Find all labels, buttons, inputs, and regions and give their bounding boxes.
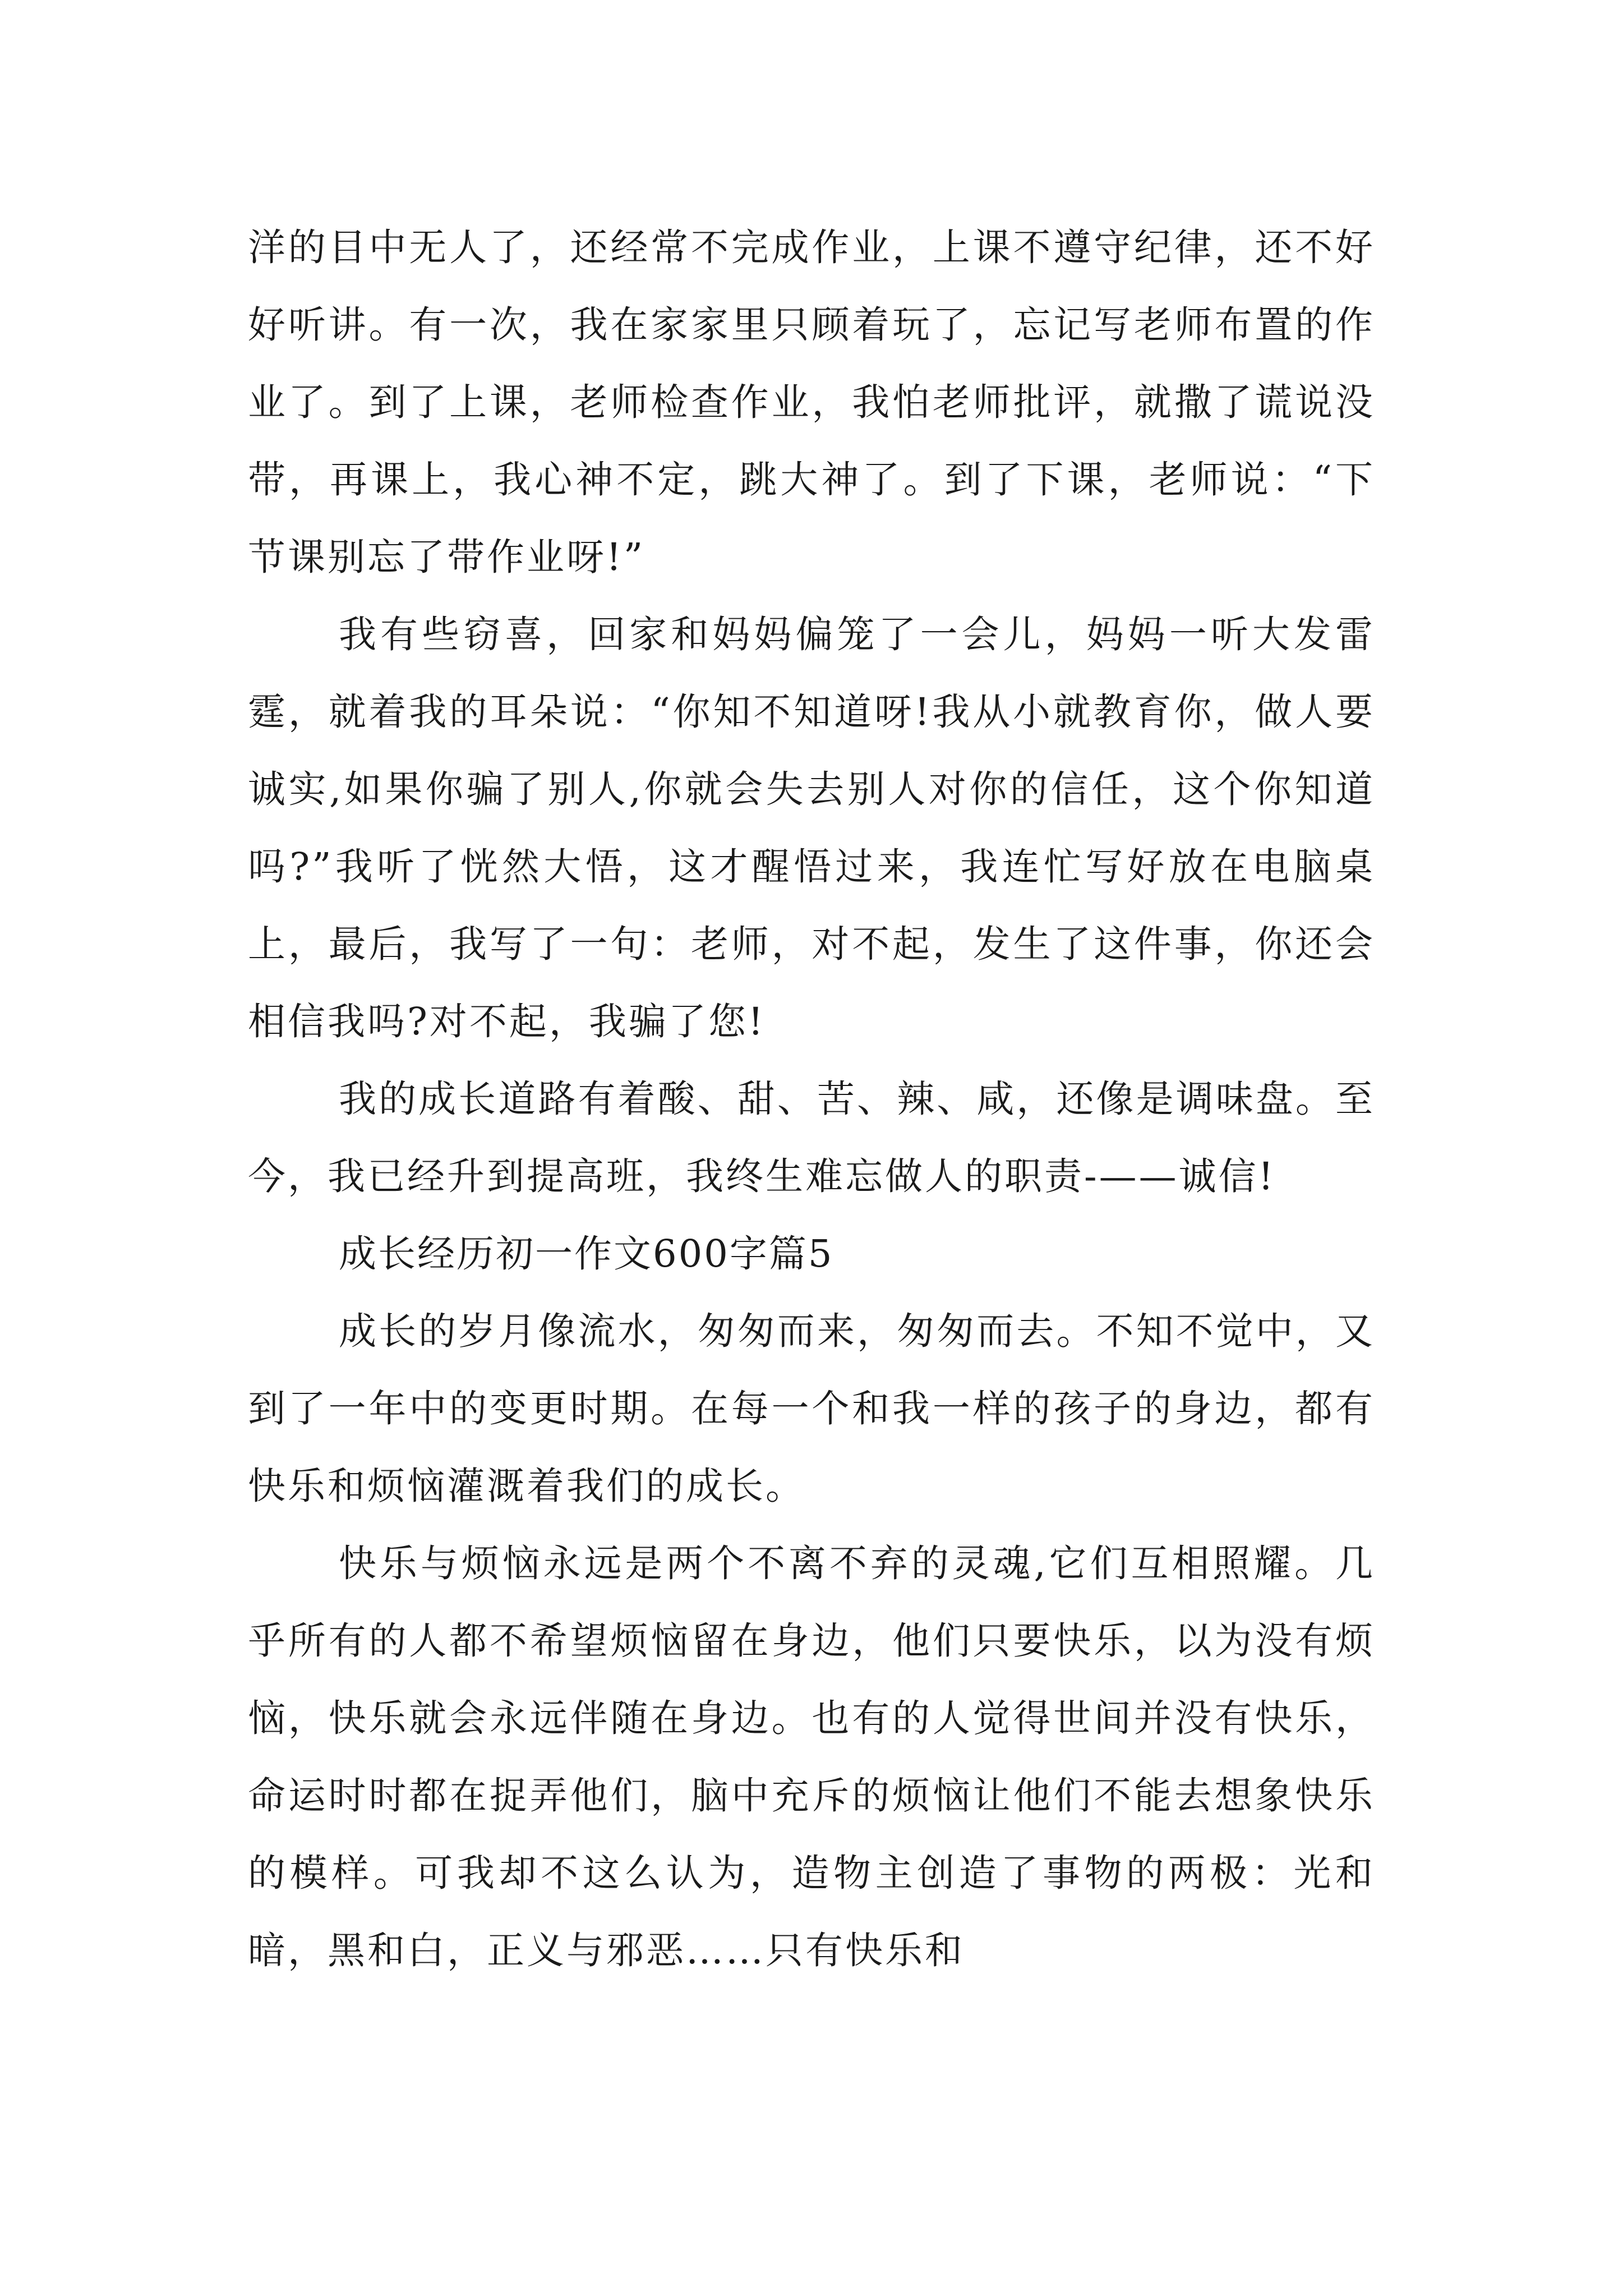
document-body <box>248 209 1375 1989</box>
paragraph-1: 洋的目中无人了，还经常不完成作业，上课不遵守纪律，还不好好听讲。有一次，我在家家里只顾着玩了，忘记写老师布置的作业了。到了上课，老师检查作业，我怕老师批评，就撒了谎说没带，再课上，我心神不定，跳大神了。到了下课，老师说：“下节课别忘了带作业呀!” <box>248 226 1375 579</box>
paragraph-2: 我有些窃喜，回家和妈妈偏笼了一会儿，妈妈一听大发雷霆，就着我的耳朵说：“你知不知道呀!我从小就教育你，做人要诚实,如果你骗了别人,你就会失去别人对你的信任，这个你知道吗?”我听了恍然大悟，这才醒悟过来，我连忙写好放在电脑桌上，最后，我写了一句：老师，对不起，发生了这件事，你还会相信我吗?对不起，我骗了您! <box>248 613 1375 1043</box>
paragraph-3: 我的成长道路有着酸、甜、苦、辣、咸，还像是调味盘。至今，我已经升到提高班，我终生难忘做人的职责-——诚信! <box>248 1077 1375 1198</box>
section-heading: 成长经历初一作文600字篇5 <box>339 1232 834 1276</box>
paragraph-4: 成长的岁月像流水，匆匆而来，匆匆而去。不知不觉中，又到了一年中的变更时期。在每一个和我一样的孩子的身边，都有快乐和烦恼灌溉着我们的成长。 <box>248 1309 1375 1508</box>
paragraph-5: 快乐与烦恼永远是两个不离不弃的灵魂,它们互相照耀。几乎所有的人都不希望烦恼留在身边，他们只要快乐，以为没有烦恼，快乐就会永远伴随在身边。也有的人觉得世间并没有快乐，命运时时都在捉弄他们，脑中充斥的烦恼让他们不能去想象快乐的模样。可我却不这么认为，造物主创造了事物的两极：光和暗，黑和白，正义与邪恶……只有快乐和 <box>248 1542 1375 1972</box>
